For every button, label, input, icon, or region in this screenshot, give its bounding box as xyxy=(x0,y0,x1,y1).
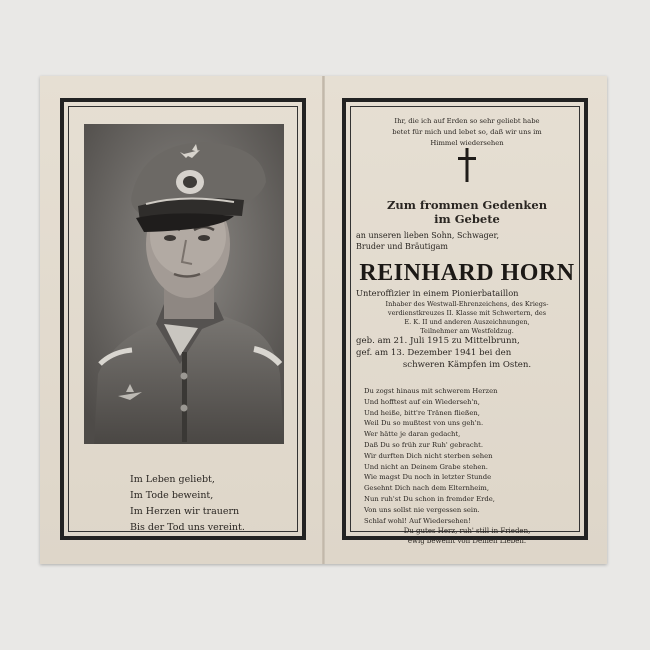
relationship-intro xyxy=(356,230,578,252)
birth-date: geb. am 21. Juli 1915 zu Mittelbrunn, xyxy=(356,336,520,346)
awards-line: E. K. II und anderen Auszeichnungen, xyxy=(404,318,530,326)
life-dates xyxy=(356,335,578,371)
soldier-portrait-image xyxy=(84,124,284,444)
poem-line: Wer hätte je daran gedacht, xyxy=(364,430,461,439)
poem-line: Gesehnt Dich nach dem Elternheim, xyxy=(364,484,490,493)
heading-line: im Gebete xyxy=(434,212,500,226)
death-date-line: gef. am 13. Dezember 1941 bei den xyxy=(356,348,512,358)
poem-line: Und hofftest auf ein Wiederseh'n, xyxy=(364,397,480,406)
poem-line: Wie magst Du noch in letzter Stunde xyxy=(364,473,492,482)
awards-list xyxy=(356,300,578,336)
left-panel xyxy=(40,76,322,564)
poem-line: Nun ruh'st Du schon in fremder Erde, xyxy=(364,494,495,503)
poem-line: Weil Du so mußtest von uns geh'n. xyxy=(364,419,484,428)
top-verse xyxy=(356,116,578,149)
poem-line: Daß Du so früh zur Ruh' gebracht. xyxy=(364,440,483,449)
memorial-heading xyxy=(356,198,578,226)
left-poem-line: Im Leben geliebt, xyxy=(130,474,215,485)
portrait-photo xyxy=(84,124,284,444)
memorial-card xyxy=(40,76,607,564)
latin-cross-icon xyxy=(457,148,477,182)
closing-lines xyxy=(356,526,578,546)
awards-line: Teilnehmer am Westfeldzug. xyxy=(420,327,514,335)
heading-line: Zum frommen Gedenken xyxy=(386,198,548,212)
left-poem-line: Im Tode beweint, xyxy=(130,490,214,501)
top-verse-line: Ihr, die ich auf Erden so sehr geliebt habe xyxy=(394,117,540,125)
closing-line: Du gutes Herz, ruh' still in Frieden, xyxy=(403,527,531,535)
left-poem-line: Bis der Tod uns vereint. xyxy=(130,522,245,533)
left-mourning-border xyxy=(60,98,306,540)
poem-line: Von uns sollst nie vergessen sein. xyxy=(364,505,480,514)
poem-line: Wir durften Dich nicht sterben sehen xyxy=(364,451,493,460)
closing-line: ewig beweint von Deinen Lieben. xyxy=(407,537,527,545)
death-date-line: schweren Kämpfen im Osten. xyxy=(402,360,532,370)
farewell-poem xyxy=(364,386,574,526)
intro-line: an unseren lieben Sohn, Schwager, xyxy=(356,231,500,240)
poem-line: Und nicht an Deinem Grabe stehen. xyxy=(364,462,488,471)
top-verse-line: betet für mich und lebet so, daß wir uns im xyxy=(392,128,542,136)
military-rank: Unteroffizier in einem Pionierbataillon xyxy=(356,288,519,298)
deceased-name: REINHARD HORN xyxy=(359,260,575,286)
awards-line: verdienstkreuzes II. Klasse mit Schwertern, des xyxy=(387,309,547,317)
left-poem-line: Im Herzen wir trauern xyxy=(130,506,240,517)
intro-line: Bruder und Bräutigam xyxy=(356,242,448,251)
awards-line: Inhaber des Westwall-Ehrenzeichens, des Kriegs- xyxy=(385,300,549,308)
top-verse-line: Himmel wiedersehen xyxy=(430,139,504,147)
poem-line: Schlaf wohl! Auf Wiedersehen! xyxy=(364,516,471,525)
poem-line: Du zogst hinaus mit schwerem Herzen xyxy=(364,387,498,395)
poem-line: Und heiße, bitt're Tränen fließen, xyxy=(364,408,480,417)
left-poem xyxy=(130,472,280,536)
right-panel xyxy=(325,76,607,564)
right-mourning-border xyxy=(342,98,588,545)
